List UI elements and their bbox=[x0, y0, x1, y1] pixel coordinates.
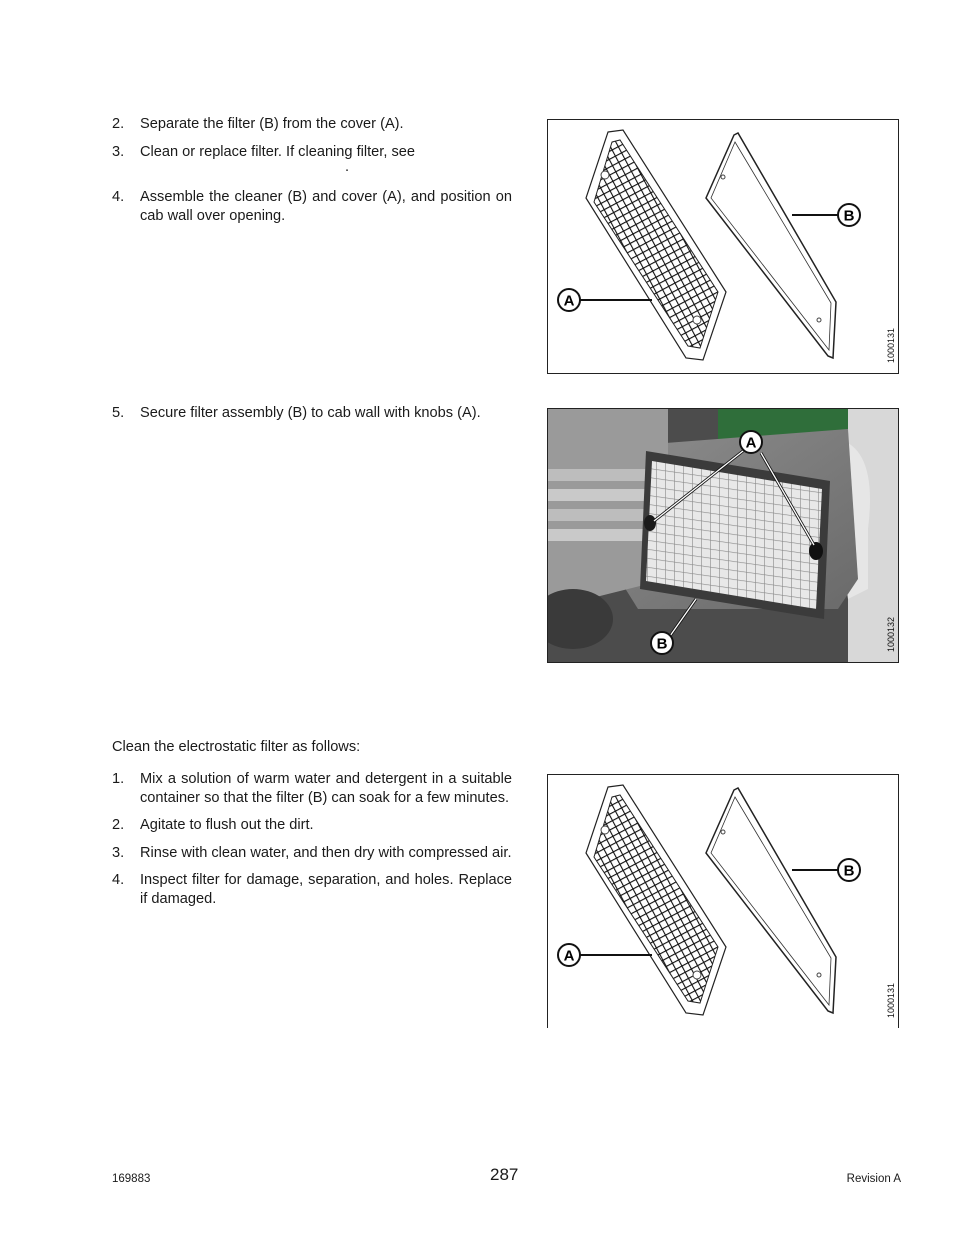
figure-electrostatic-filter bbox=[547, 774, 899, 1028]
step-1 bbox=[112, 770, 512, 807]
step-2 bbox=[112, 816, 512, 835]
step-number: 3. bbox=[112, 143, 125, 160]
page-footer bbox=[0, 1165, 954, 1192]
step-trailing-period: . bbox=[345, 159, 350, 175]
electrostatic-filter-illustration bbox=[548, 775, 898, 1028]
svg-text:B: B bbox=[656, 635, 668, 653]
step-text: Secure filter assembly (B) to cab wall with knobs (A). bbox=[140, 405, 481, 421]
step-text: Inspect filter for damage, separation, and holes. Replace if damaged. bbox=[140, 872, 512, 907]
step-number: 3. bbox=[112, 844, 125, 861]
figure-id: 1000132 bbox=[886, 616, 896, 652]
step-number: 4. bbox=[112, 872, 125, 888]
svg-text:A: A bbox=[563, 947, 575, 965]
step-text: Mix a solution of warm water and detergent in a suitable container so that the filter (B) can soak for a few minutes. bbox=[140, 771, 512, 806]
step-3 bbox=[112, 844, 512, 863]
steps-section-2 bbox=[112, 404, 512, 432]
figure-filter-installed bbox=[547, 408, 899, 663]
figure-id: 1000131 bbox=[886, 327, 896, 363]
step-number: 1. bbox=[112, 771, 125, 787]
step-number: 4. bbox=[112, 189, 125, 205]
figure-id: 1000131 bbox=[886, 982, 896, 1018]
steps-section-1 bbox=[112, 115, 512, 234]
svg-text:A: A bbox=[745, 434, 757, 452]
svg-text:A: A bbox=[563, 292, 575, 310]
step-number: 2. bbox=[112, 116, 125, 132]
step-text: Assemble the cleaner (B) and cover (A), and position on cab wall over opening. bbox=[140, 189, 512, 224]
filter-cover-illustration bbox=[548, 120, 898, 373]
step-3 bbox=[112, 143, 512, 180]
step-5 bbox=[112, 404, 512, 423]
step-text: Rinse with clean water, and then dry with compressed air. bbox=[140, 844, 512, 861]
svg-text:B: B bbox=[843, 862, 855, 880]
page-number: 287 bbox=[490, 1165, 519, 1184]
svg-text:B: B bbox=[843, 207, 855, 225]
step-2 bbox=[112, 115, 512, 134]
step-number: 2. bbox=[112, 817, 125, 833]
step-number: 5. bbox=[112, 405, 125, 421]
filter-installed-illustration bbox=[548, 409, 898, 662]
revision-label: Revision A bbox=[846, 1173, 901, 1185]
steps-section-3 bbox=[112, 770, 512, 917]
step-text: Clean or replace filter. If cleaning filter, see bbox=[140, 143, 415, 160]
document-number: 169883 bbox=[112, 1173, 151, 1185]
step-4 bbox=[112, 188, 512, 225]
intro-text: Clean the electrostatic filter as follows: bbox=[112, 739, 361, 755]
step-4 bbox=[112, 871, 512, 908]
step-text: Separate the filter (B) from the cover (A). bbox=[140, 116, 404, 132]
figure-filter-and-cover bbox=[547, 119, 899, 374]
step-text: Agitate to flush out the dirt. bbox=[140, 817, 314, 833]
